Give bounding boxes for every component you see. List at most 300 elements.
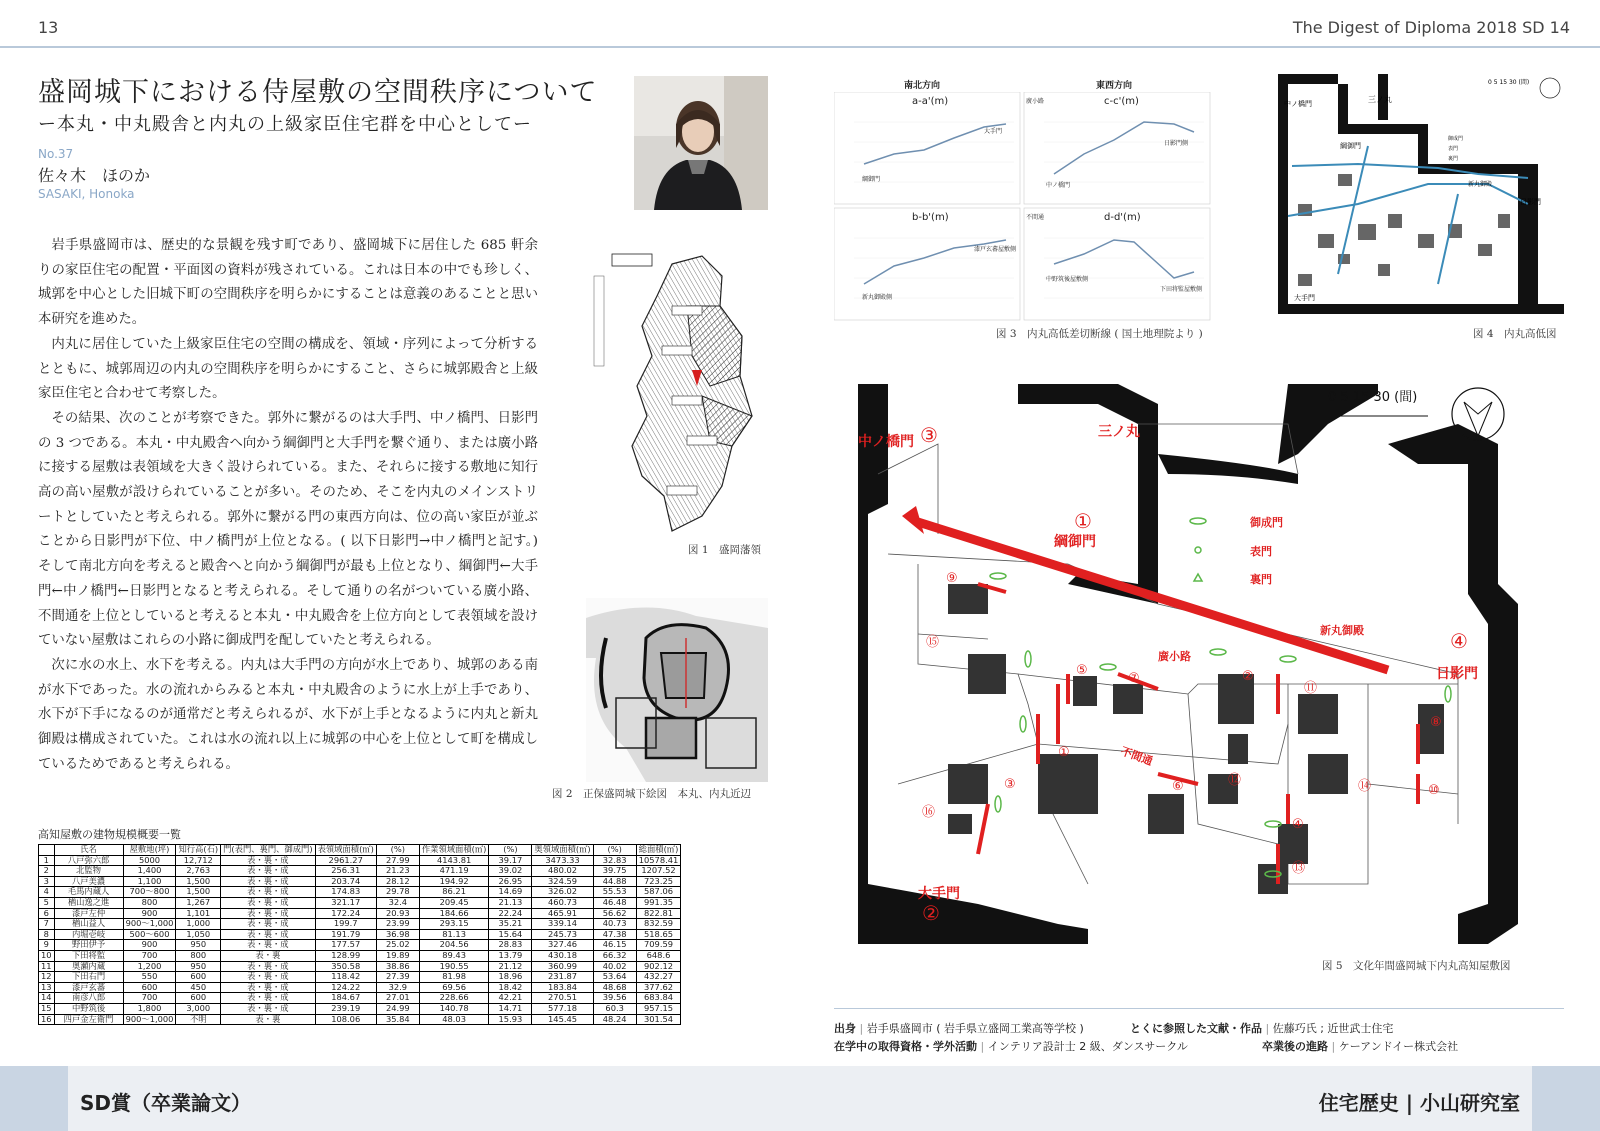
table-cell: 3 — [39, 876, 55, 887]
fig4-legend-1: 御成門 — [1448, 136, 1464, 142]
figure-4-elevation-map — [1278, 74, 1564, 340]
table-cell: 1,800 — [123, 1003, 176, 1014]
table-cell: 60.3 — [593, 1003, 636, 1014]
body-paragraph: 内丸に居住していた上級家臣住宅の空間の構成を、領域・序列によって分析するとともに、城郭周辺の内丸の空間秩序を明らかにすること、さらに城郭殿舎と上級家臣住宅と合わせて考察した。 — [38, 336, 538, 402]
table-cell: 239.19 — [315, 1003, 376, 1014]
profile-divider — [834, 1008, 1564, 1009]
fig5-gate-nakanohashi: 中ノ橋門 — [858, 434, 914, 450]
table-cell: 楢山逸之進 — [54, 897, 123, 908]
table-cell: 1,267 — [176, 897, 221, 908]
table-cell: 293.15 — [419, 919, 489, 930]
table-cell: 27.39 — [376, 972, 419, 983]
header-divider — [0, 46, 1600, 48]
table-header-cell: (%) — [489, 845, 532, 856]
table-row — [39, 993, 681, 1004]
table-header-cell: (%) — [376, 845, 419, 856]
table-cell: 145.45 — [532, 1014, 593, 1025]
table-cell: 26.95 — [489, 876, 532, 887]
table-cell: 900 — [123, 908, 176, 919]
table-cell: 177.57 — [315, 940, 376, 951]
fig5-plot-num: ⑯ — [922, 805, 936, 820]
table-cell: 128.99 — [315, 950, 376, 961]
table-cell: 表・裏 — [221, 950, 315, 961]
fig5-plot-num: ⑦ — [1128, 671, 1140, 686]
table-header-cell: 総面積(㎡) — [636, 845, 681, 856]
chart-dd-label-end: 下田将監屋敷側 — [1160, 286, 1203, 293]
table-row — [39, 897, 681, 908]
fig5-gate-ote-num: ② — [922, 901, 940, 925]
table-cell: 118.42 — [315, 972, 376, 983]
table-cell: 表・裏・成 — [221, 876, 315, 887]
table-cell: 35.21 — [489, 919, 532, 930]
table-row — [39, 908, 681, 919]
table-cell: 270.51 — [532, 993, 593, 1004]
table-cell: 表・裏・成 — [221, 919, 315, 930]
author-name: 佐々木 ほのか — [38, 166, 151, 185]
table-cell: 587.06 — [636, 887, 681, 898]
profile-origin: 出身 | 岩手県盛岡市 ( 岩手県立盛岡工業高等学校 ) — [834, 1022, 1084, 1035]
table-cell: 39.75 — [593, 866, 636, 877]
table-cell: 28.83 — [489, 940, 532, 951]
table-cell: 20.93 — [376, 908, 419, 919]
fig5-plot-num: ⑪ — [1304, 681, 1318, 696]
table-cell: 199.7 — [315, 919, 376, 930]
table-cell: 950 — [176, 961, 221, 972]
fig4-legend-2: 表門 — [1448, 146, 1459, 152]
table-cell: 22.24 — [489, 908, 532, 919]
table-cell: 800 — [176, 950, 221, 961]
table-header-cell: 門(表門、裏門、御成門) — [221, 845, 315, 856]
table-cell: 822.81 — [636, 908, 681, 919]
table-cell: 13.79 — [489, 950, 532, 961]
table-cell: 900〜1,000 — [123, 919, 176, 930]
table-cell: 10578.41 — [636, 855, 681, 866]
table-cell: 1,400 — [123, 866, 176, 877]
table-cell: 北監物 — [54, 866, 123, 877]
table-cell: 23.99 — [376, 919, 419, 930]
table-cell: 18.42 — [489, 982, 532, 993]
table-row — [39, 1003, 681, 1014]
table-cell: 42.21 — [489, 993, 532, 1004]
article-title: 盛岡城下における侍屋敷の空間秩序について — [38, 77, 598, 108]
table-cell: 231.87 — [532, 972, 593, 983]
table-cell: 902.12 — [636, 961, 681, 972]
table-cell: 14.69 — [489, 887, 532, 898]
table-cell: 15.64 — [489, 929, 532, 940]
table-cell: 5000 — [123, 855, 176, 866]
chart-cc-title: c-c'(m) — [1104, 96, 1139, 107]
table-cell: 32.4 — [376, 897, 419, 908]
table-cell: 1,101 — [176, 908, 221, 919]
table-cell: 中野筑後 — [54, 1003, 123, 1014]
table-header-cell: 氏名 — [54, 845, 123, 856]
table-cell: 700 — [123, 950, 176, 961]
table-cell: 256.31 — [315, 866, 376, 877]
table-cell: 2,763 — [176, 866, 221, 877]
table-cell: 184.67 — [315, 993, 376, 1004]
table-cell: 228.66 — [419, 993, 489, 1004]
table-cell: 360.99 — [532, 961, 593, 972]
table-cell: 301.54 — [636, 1014, 681, 1025]
page-header-right: The Digest of Diploma 2018 SD 14 — [1292, 18, 1570, 37]
page-number-left: 13 — [38, 18, 59, 37]
table-cell: 南彦八郎 — [54, 993, 123, 1004]
section-ns-label: 南北方向 — [904, 81, 941, 91]
table-cell: 表・裏・成 — [221, 855, 315, 866]
fig5-area-fumadori: 不間通 — [1118, 744, 1155, 769]
table-cell: 172.24 — [315, 908, 376, 919]
table-cell: 832.59 — [636, 919, 681, 930]
chart-dd-corner: 不間通 — [1026, 214, 1045, 221]
table-cell: 表・裏・成 — [221, 993, 315, 1004]
chart-bb-title: b-b'(m) — [912, 212, 949, 223]
figure-3-caption: 図 3 内丸高低差切断線 ( 国土地理院より ) — [996, 328, 1203, 340]
table-cell: 8 — [39, 929, 55, 940]
fig5-gate-hikage-num: ④ — [1450, 629, 1468, 653]
table-row — [39, 929, 681, 940]
table-cell: 709.59 — [636, 940, 681, 951]
table-cell: 3,000 — [176, 1003, 221, 1014]
profile-reference: とくに参照した文献・作品 | 佐藤巧氏 ; 近世武士住宅 — [1130, 1022, 1394, 1035]
table-cell: 毛馬内蔵人 — [54, 887, 123, 898]
figure-2-caption: 図 2 正保盛岡城下絵図 本丸、内丸近辺 — [552, 788, 752, 800]
profile-career: 卒業後の進路 | ケーアンドイー株式会社 — [1262, 1040, 1459, 1053]
table-cell: 950 — [176, 940, 221, 951]
fig4-legend-3: 裏門 — [1448, 156, 1459, 162]
table-cell: 53.64 — [593, 972, 636, 983]
table-cell: 14 — [39, 993, 55, 1004]
table-cell: 27.99 — [376, 855, 419, 866]
fig5-plot-num: ⑧ — [1430, 715, 1442, 730]
table-header-cell: 知行高(石) — [176, 845, 221, 856]
table-cell: 14.71 — [489, 1003, 532, 1014]
fig5-plot-num: ⑥ — [1172, 779, 1184, 794]
fig4-label-ote: 大手門 — [1294, 294, 1315, 302]
table-header-cell: 屋敷地(坪) — [123, 845, 176, 856]
fig5-plot-num: ② — [1242, 669, 1254, 684]
chart-cc-label-start: 中ノ橋門 — [1046, 182, 1071, 189]
table-cell: 204.56 — [419, 940, 489, 951]
table-row — [39, 972, 681, 983]
table-cell: 6 — [39, 908, 55, 919]
profile-qualifications-value: インテリア設計士 2 級、ダンスサークル — [987, 1040, 1188, 1053]
table-cell: 漆戸玄蕃 — [54, 982, 123, 993]
table-cell: 46.48 — [593, 897, 636, 908]
table-cell: 124.22 — [315, 982, 376, 993]
fig4-label-hikage: 日影門 — [1520, 198, 1541, 206]
table-cell: 700〜800 — [123, 887, 176, 898]
table-cell: 21.12 — [489, 961, 532, 972]
table-cell: 29.78 — [376, 887, 419, 898]
table-cell: 表・裏・成 — [221, 1003, 315, 1014]
table-cell: 15.93 — [489, 1014, 532, 1025]
table-cell: 723.25 — [636, 876, 681, 887]
figure-4-caption: 図 4 内丸高低図 — [1473, 328, 1557, 340]
section-ew-label: 東西方向 — [1096, 81, 1133, 91]
author-photo — [634, 76, 768, 210]
profile-origin-value: 岩手県盛岡市 ( 岩手県立盛岡工業高等学校 ) — [866, 1022, 1084, 1035]
table-cell: 184.66 — [419, 908, 489, 919]
table-cell: 表・裏・成 — [221, 982, 315, 993]
table-cell: 460.73 — [532, 897, 593, 908]
table-cell: 194.92 — [419, 876, 489, 887]
table-cell: 12 — [39, 972, 55, 983]
fig5-scale-label: 0 5 15 30 (間) — [1328, 389, 1418, 405]
table-cell: 326.02 — [532, 887, 593, 898]
table-cell: 四戸金左衛門 — [54, 1014, 123, 1025]
table-row — [39, 1014, 681, 1025]
table-row — [39, 919, 681, 930]
table-cell: 表・裏・成 — [221, 940, 315, 951]
table-cell: 700 — [123, 993, 176, 1004]
table-cell: 86.21 — [419, 887, 489, 898]
table-cell: 表・裏・成 — [221, 866, 315, 877]
table-cell: 35.84 — [376, 1014, 419, 1025]
table-cell: 10 — [39, 950, 55, 961]
table-cell: 1,000 — [176, 919, 221, 930]
body-paragraph: 次に水の水上、水下を考える。内丸は大手門の方向が水上であり、城郭のある南が水下であった。水の流れからみると本丸・中丸殿舎のように水上が上手であり、水下が下手になるのが通常だと考えられるが、水下が上手となるように内丸と新丸御殿は構成されていた。これは水の流れ以上に城郭の中心を上位として町を構成しているためであると考えられる。 — [38, 657, 538, 772]
table-cell: 下田右門 — [54, 972, 123, 983]
table-row — [39, 876, 681, 887]
table-cell: 表・裏・成 — [221, 908, 315, 919]
table-cell: 69.56 — [419, 982, 489, 993]
table-cell: 46.15 — [593, 940, 636, 951]
table-cell: 1,500 — [176, 876, 221, 887]
fig5-area-hiroshoji: 廣小路 — [1158, 650, 1191, 663]
table-cell: 471.19 — [419, 866, 489, 877]
table-cell: 2961.27 — [315, 855, 376, 866]
table-header-row — [39, 845, 681, 856]
table-header-cell — [39, 845, 55, 856]
table-cell: 480.02 — [532, 866, 593, 877]
table-header-cell: 作業領域面積(㎡) — [419, 845, 489, 856]
chart-bb-label-end: 漆戸玄蕃屋敷側 — [974, 246, 1017, 253]
article-body — [38, 234, 538, 777]
table-cell: 39.17 — [489, 855, 532, 866]
fig4-scale: 0 5 15 30 (間) — [1488, 79, 1530, 86]
fig4-label-sannomaru: 三ノ丸 — [1368, 95, 1392, 104]
profile-career-label: 卒業後の進路 — [1262, 1040, 1328, 1053]
table-row — [39, 887, 681, 898]
profile-qualifications-label: 在学中の取得資格・学外活動 — [834, 1040, 977, 1053]
entry-number: No.37 — [38, 147, 74, 161]
table-cell: 1 — [39, 855, 55, 866]
figure-3-elevation-sections — [834, 76, 1214, 340]
profile-reference-label: とくに参照した文献・作品 — [1130, 1022, 1262, 1035]
figure-2-castle-map — [552, 598, 768, 800]
table-cell: 38.86 — [376, 961, 419, 972]
table-cell: 表・裏・成 — [221, 972, 315, 983]
table-cell: 表・裏・成 — [221, 897, 315, 908]
fig5-area-shinmaru: 新丸御殿 — [1320, 624, 1364, 637]
table-cell: 900〜1,000 — [123, 1014, 176, 1025]
table-cell: 下田将監 — [54, 950, 123, 961]
table-cell: 表・裏・成 — [221, 961, 315, 972]
table-cell: 81.98 — [419, 972, 489, 983]
body-paragraph: その結果、次のことが考察できた。郭外に繋がるのは大手門、中ノ橋門、日影門の 3 つである。本丸・中丸殿舎へ向かう綱御門と大手門を繋ぐ通り、または廣小路に接する屋敷は表領域を大きく設けられている。また、それらに接する敷地に知行高の高い屋敷が設けられていることが多い。そのため、そこを内丸のメインストリートとしていたと考えられる。郭外に繋がる門の東西方向は、位の高い家臣が並ぶことから日影門が下位、中ノ橋門が上位となる。( 以下日影門→中ノ橋門と記す。) そして南北方向を考えると殿舎へと向かう綱御門が最も上位となり、綱御門←大手門←中ノ橋門←日影門となると考えられる。そして通りの名がついている廣小路、不間通を上位としていると考えると本丸・中丸殿舎を上位方向として表領域を設けていない屋敷はこれらの小路に御成門を配していたと考えられる。 — [38, 410, 538, 649]
table-body — [39, 855, 681, 1025]
residence-table — [38, 844, 681, 1025]
fig5-plot-num: ⑤ — [1076, 663, 1088, 678]
table-cell: 183.84 — [532, 982, 593, 993]
table-cell: 108.06 — [315, 1014, 376, 1025]
table-cell: 174.83 — [315, 887, 376, 898]
table-cell: 40.73 — [593, 919, 636, 930]
table-row — [39, 866, 681, 877]
table-cell: 25.02 — [376, 940, 419, 951]
table-cell: 楢山益人 — [54, 919, 123, 930]
table-cell: 44.88 — [593, 876, 636, 887]
table-cell: 377.62 — [636, 982, 681, 993]
table-cell: 19.89 — [376, 950, 419, 961]
table-row — [39, 982, 681, 993]
fig5-gate-hikage: 日影門 — [1436, 666, 1478, 682]
fig4-label-tsuna: 綱御門 — [1340, 142, 1361, 150]
table-cell: 648.6 — [636, 950, 681, 961]
table-cell: 32.9 — [376, 982, 419, 993]
chart-dd-label-start: 中野筑後屋敷側 — [1046, 276, 1089, 283]
table-cell: 209.45 — [419, 897, 489, 908]
table-cell: 表・裏・成 — [221, 929, 315, 940]
table-cell: 13 — [39, 982, 55, 993]
chart-bb-label-start: 新丸御殿側 — [862, 294, 893, 301]
table-cell: 191.79 — [315, 929, 376, 940]
table-cell: 40.02 — [593, 961, 636, 972]
table-cell: 48.24 — [593, 1014, 636, 1025]
table-cell: 327.46 — [532, 940, 593, 951]
table-cell: 450 — [176, 982, 221, 993]
profile-origin-label: 出身 — [834, 1022, 856, 1035]
table-cell: 1207.52 — [636, 866, 681, 877]
article-subtitle: ー本丸・中丸殿舎と内丸の上級家臣住宅群を中心としてー — [38, 114, 532, 135]
fig5-plot-num: ⑨ — [946, 571, 958, 586]
figure-1-caption: 図 1 盛岡藩領 — [688, 544, 762, 556]
table-cell: 577.18 — [532, 1003, 593, 1014]
body-paragraph: 岩手県盛岡市は、歴史的な景観を残す町であり、盛岡城下に居住した 685 軒余りの家臣住宅の配置・平面図の資料が残されている。これは日本の中でも珍しく、城郭を中心とした旧城下町の空間秩序を明らかにすることは意義のあることと思い本研究を進めた。 — [38, 238, 538, 328]
table-cell: 1,500 — [176, 887, 221, 898]
figure-5-caption: 図 5 文化年間盛岡城下内丸高知屋敷図 — [1322, 960, 1511, 972]
table-cell: 55.53 — [593, 887, 636, 898]
table-cell: 39.56 — [593, 993, 636, 1004]
table-cell: 27.01 — [376, 993, 419, 1004]
profile-career-value: ケーアンドイー株式会社 — [1338, 1040, 1459, 1053]
table-cell: 89.43 — [419, 950, 489, 961]
fig5-gate-nakanohashi-num: ③ — [920, 423, 938, 447]
chart-cc-corner: 廣小路 — [1026, 98, 1045, 105]
author-romaji: SASAKI, Honoka — [38, 187, 135, 201]
fig4-label-shinmaru: 新丸御殿 — [1468, 181, 1493, 188]
table-row — [39, 961, 681, 972]
table-cell: 500〜600 — [123, 929, 176, 940]
table-cell: 野田伊予 — [54, 940, 123, 951]
table-cell: 81.13 — [419, 929, 489, 940]
table-row — [39, 855, 681, 866]
table-cell: 3473.33 — [532, 855, 593, 866]
table-row — [39, 940, 681, 951]
table-cell: 39.02 — [489, 866, 532, 877]
figure-1-domain-map — [592, 246, 762, 556]
table-cell: 66.32 — [593, 950, 636, 961]
table-cell: 48.03 — [419, 1014, 489, 1025]
table-cell: 漆戸左仲 — [54, 908, 123, 919]
table-cell: 2 — [39, 866, 55, 877]
table-row — [39, 950, 681, 961]
table-cell: 203.74 — [315, 876, 376, 887]
table-cell: 1,100 — [123, 876, 176, 887]
table-cell: 140.78 — [419, 1003, 489, 1014]
fig5-plot-num: ④ — [1292, 817, 1304, 832]
table-cell: 12,712 — [176, 855, 221, 866]
table-cell: 21.23 — [376, 866, 419, 877]
fig5-gate-tsuna: 綱御門 — [1054, 534, 1096, 550]
table-cell: 900 — [123, 940, 176, 951]
table-cell: 957.15 — [636, 1003, 681, 1014]
table-cell: 324.59 — [532, 876, 593, 887]
table-cell: 16 — [39, 1014, 55, 1025]
table-cell: 600 — [123, 982, 176, 993]
table-cell: 4 — [39, 887, 55, 898]
footer-lab-label: 住宅歴史 | 小山研究室 — [1318, 1091, 1520, 1115]
table-cell: 190.55 — [419, 961, 489, 972]
table-cell: 245.73 — [532, 929, 593, 940]
chart-aa-label-end: 大手門 — [984, 128, 1003, 135]
table-cell: 八戸弥六郎 — [54, 855, 123, 866]
table-cell: 550 — [123, 972, 176, 983]
table-cell: 48.68 — [593, 982, 636, 993]
fig5-gate-tsuna-num: ① — [1074, 509, 1092, 533]
footer-award-label: SD賞（卒業論文） — [80, 1091, 252, 1115]
table-cell: 24.99 — [376, 1003, 419, 1014]
fig5-legend-omote: 表門 — [1250, 545, 1272, 558]
table-cell: 321.17 — [315, 897, 376, 908]
table-cell: 36.98 — [376, 929, 419, 940]
profile-reference-value: 佐藤巧氏 ; 近世武士住宅 — [1272, 1022, 1394, 1035]
table-cell: 32.83 — [593, 855, 636, 866]
table-cell: 7 — [39, 919, 55, 930]
table-cell: 465.91 — [532, 908, 593, 919]
fig5-legend-onari: 御成門 — [1250, 516, 1283, 529]
table-cell: 600 — [176, 993, 221, 1004]
table-cell: 991.35 — [636, 897, 681, 908]
table-cell: 表・裏・成 — [221, 887, 315, 898]
chart-aa-label-start: 綱御門 — [862, 176, 881, 183]
fig5-plot-num: ⑫ — [1228, 773, 1242, 788]
table-cell: 18.96 — [489, 972, 532, 983]
footer-panel — [68, 1066, 1532, 1131]
table-cell: 15 — [39, 1003, 55, 1014]
table-cell: 518.65 — [636, 929, 681, 940]
fig5-plot-num: ① — [1058, 745, 1070, 760]
table-cell: 八戸美濃 — [54, 876, 123, 887]
profile-qualifications: 在学中の取得資格・学外活動 | インテリア設計士 2 級、ダンスサークル — [834, 1040, 1188, 1053]
chart-cc-label-end: 日影門側 — [1164, 140, 1189, 147]
table-cell: 350.58 — [315, 961, 376, 972]
table-cell: 内堀壱岐 — [54, 929, 123, 940]
fig4-label-nakanohashi: 中ノ橋門 — [1284, 100, 1312, 108]
table-cell: 11 — [39, 961, 55, 972]
table-cell: 430.18 — [532, 950, 593, 961]
table-cell: 339.14 — [532, 919, 593, 930]
chart-dd-title: d-d'(m) — [1104, 212, 1141, 223]
fig5-plot-num: ③ — [1004, 777, 1016, 792]
table-cell: 28.12 — [376, 876, 419, 887]
table-header-cell: (%) — [593, 845, 636, 856]
table-header-cell: 表領域面積(㎡) — [315, 845, 376, 856]
fig5-plot-num: ⑮ — [926, 635, 940, 650]
table-cell: 56.62 — [593, 908, 636, 919]
figure-5-site-plan — [858, 384, 1538, 972]
fig5-area-sannomaru: 三ノ丸 — [1098, 424, 1140, 440]
